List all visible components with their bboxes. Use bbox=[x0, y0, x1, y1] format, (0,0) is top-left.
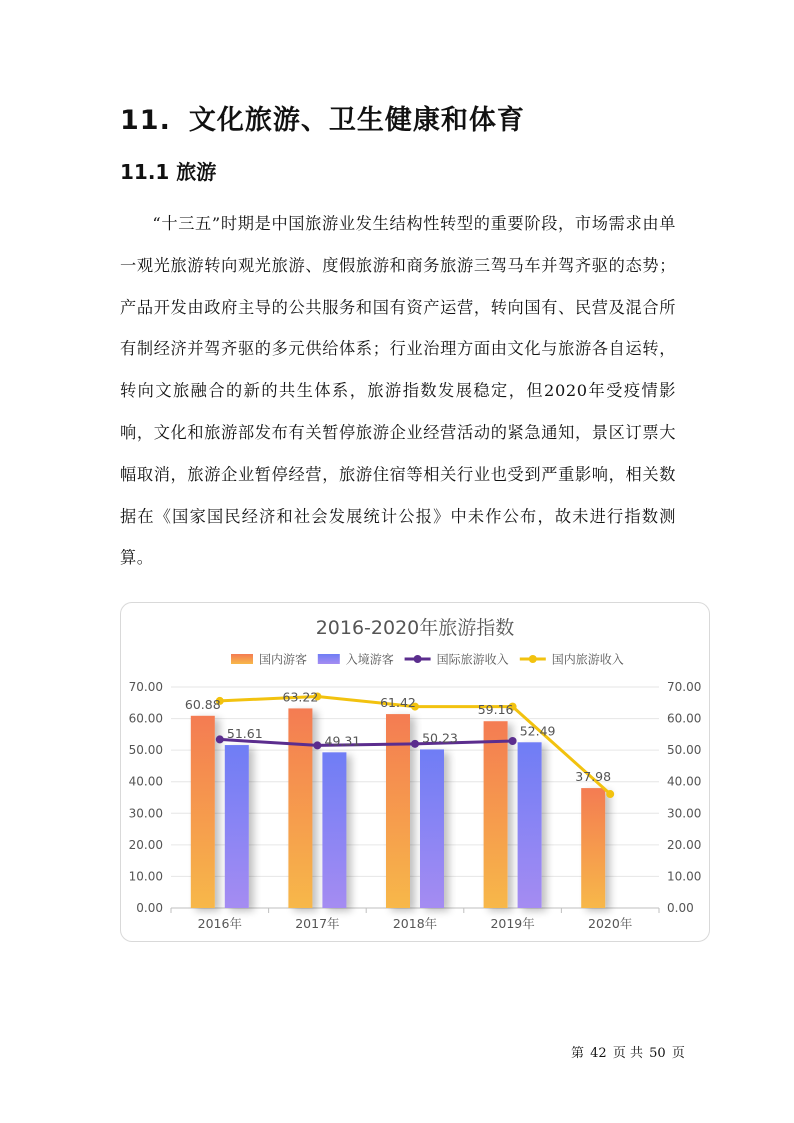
subsection-heading: 11.1 旅游 bbox=[120, 160, 217, 184]
y-tick-label-left: 10.00 bbox=[128, 869, 163, 884]
x-tick-label: 2017年 bbox=[295, 916, 340, 931]
bar-inbound-tourists bbox=[518, 742, 542, 908]
legend-swatch bbox=[231, 654, 253, 664]
x-tick-label: 2020年 bbox=[588, 916, 633, 931]
line-point bbox=[606, 790, 614, 798]
bar-data-label: 63.22 bbox=[282, 689, 319, 705]
y-tick-label-left: 60.00 bbox=[128, 711, 163, 726]
chart-svg bbox=[121, 603, 709, 941]
legend-label: 入境游客 bbox=[345, 652, 394, 667]
line-point bbox=[411, 740, 419, 748]
legend-swatch-dot bbox=[414, 655, 422, 663]
footer-page-number: 42 bbox=[590, 1046, 607, 1061]
footer-prefix: 第 bbox=[571, 1046, 585, 1061]
bar-inbound-tourists bbox=[420, 749, 444, 908]
y-tick-label-right: 70.00 bbox=[667, 680, 702, 694]
y-tick-label-left: 0.00 bbox=[136, 901, 163, 915]
y-tick-label-right: 40.00 bbox=[667, 774, 702, 789]
y-tick-label-left: 30.00 bbox=[128, 806, 163, 821]
legend-swatch-dot bbox=[529, 655, 537, 663]
bar-data-label: 52.49 bbox=[519, 723, 556, 739]
tourism-index-chart bbox=[120, 602, 710, 942]
y-tick-label-left: 40.00 bbox=[128, 774, 163, 789]
x-tick-label: 2019年 bbox=[490, 916, 535, 931]
y-tick-label-right: 30.00 bbox=[667, 806, 702, 821]
bar-data-label: 60.88 bbox=[184, 696, 221, 712]
footer-suffix: 页 bbox=[671, 1046, 685, 1061]
bar-domestic-tourists bbox=[581, 788, 605, 908]
bar-data-label: 50.23 bbox=[422, 730, 458, 746]
footer-mid: 页 共 bbox=[612, 1046, 643, 1061]
x-tick-label: 2016年 bbox=[197, 916, 242, 931]
page-footer bbox=[570, 1042, 686, 1061]
chart-legend bbox=[231, 652, 624, 667]
line-point bbox=[216, 735, 224, 743]
y-tick-label-right: 60.00 bbox=[667, 711, 702, 726]
bar-domestic-tourists bbox=[484, 721, 508, 908]
bar-data-label: 49.31 bbox=[324, 733, 361, 749]
bar-data-label: 61.42 bbox=[380, 695, 416, 711]
legend-label: 国内游客 bbox=[259, 652, 308, 667]
y-tick-label-left: 70.00 bbox=[128, 680, 163, 694]
y-tick-label-right: 10.00 bbox=[667, 869, 702, 884]
y-tick-label-right: 50.00 bbox=[667, 743, 702, 758]
y-tick-label-right: 20.00 bbox=[667, 837, 702, 852]
x-tick-label: 2018年 bbox=[392, 916, 438, 931]
bar-inbound-tourists bbox=[225, 745, 249, 908]
footer-total-pages: 50 bbox=[649, 1046, 666, 1061]
section-title: 文化旅游、卫生健康和体育 bbox=[188, 105, 525, 136]
body-paragraph: “十三五”时期是中国旅游业发生结构性转型的重要阶段，市场需求由单一观光旅游转向观光旅游、度假旅游和商务旅游三驾马车并驾齐驱的态势；产品开发由政府主导的公共服务和国有资产运营，转向国有、民营及混合所有制经济并驾齐驱的多元供给体系；行业治理方面由文化与旅游各自运转，转向文旅融合的新的共生体系，旅游指数发展稳定，但2020年受疫情影响，文化和旅游部发布有关暂停旅游企业经营活动的紧急通知，景区订票大幅取消，旅游企业暂停经营，旅游住宿等相关行业也受到严重影响，相关数据在《国家国民经济和社会发展统计公报》中未作公布，故未进行指数测算。 bbox=[120, 214, 676, 568]
y-tick-label-left: 50.00 bbox=[128, 743, 163, 758]
line-point bbox=[313, 741, 321, 749]
legend-label: 国内旅游收入 bbox=[551, 652, 624, 667]
y-tick-label-right: 0.00 bbox=[667, 901, 694, 915]
legend-swatch bbox=[318, 654, 340, 664]
line-point bbox=[509, 737, 517, 745]
bar-domestic-tourists bbox=[191, 716, 215, 908]
line-international-income bbox=[220, 739, 513, 745]
bar-domestic-tourists bbox=[288, 708, 312, 908]
legend-label: 国际旅游收入 bbox=[436, 652, 509, 667]
bar-data-label: 59.16 bbox=[477, 702, 514, 718]
bar-inbound-tourists bbox=[322, 752, 346, 908]
chart-title: 2016-2020年旅游指数 bbox=[315, 617, 515, 639]
y-tick-label-left: 20.00 bbox=[128, 837, 163, 852]
bar-data-label: 51.61 bbox=[226, 726, 263, 742]
section-number: 11. bbox=[120, 105, 171, 136]
section-heading bbox=[120, 98, 525, 137]
bar-data-label: 37.98 bbox=[575, 769, 612, 785]
